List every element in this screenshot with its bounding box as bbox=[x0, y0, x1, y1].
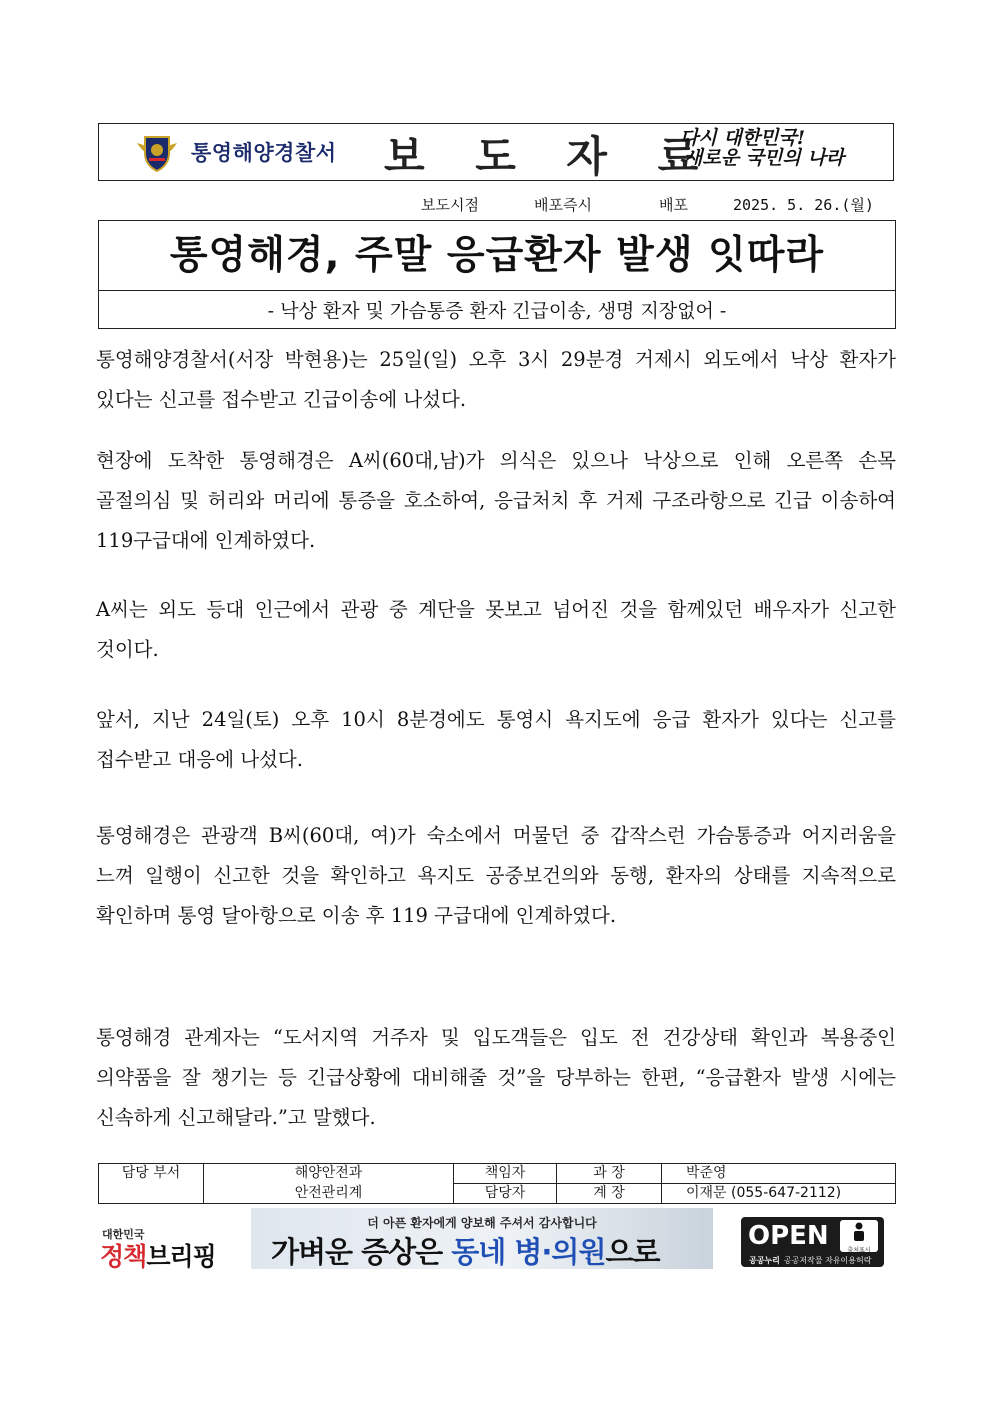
slogan bbox=[680, 128, 860, 168]
paragraph-6: 통영해경 관계자는 “도서지역 거주자 및 입도객들은 입도 전 건강상태 확인과 복용중인 의약품을 잘 챙기는 등 긴급상황에 대비해줄 것”을 당부하는 한편, “응급환자 발생 시에는 신속하게 신고해달라.”고 말했다. bbox=[96, 1026, 896, 1129]
release-time-label: 보도시점 bbox=[421, 196, 479, 214]
briefing-logo-part-2: 브리핑 bbox=[146, 1242, 216, 1271]
coast-guard-emblem-icon bbox=[135, 131, 179, 175]
slogan-line-1: 다시 대한민국! bbox=[680, 127, 806, 149]
paragraph-2: 현장에 도착한 통영해경은 A씨(60대,남)가 의식은 있으나 낙상으로 인해 오른쪽 손목 골절의심 및 허리와 머리에 통증을 호소하여, 응급처치 후 거제 구조라항으로 긴급 이송하여 119구급대에 인계하였다. bbox=[96, 449, 896, 552]
distribution-label: 배포 bbox=[659, 196, 688, 214]
paragraph-1: 통영해양경찰서(서장 박현용)는 25일(일) 오후 3시 29분경 거제시 외도에서 낙상 환자가 있다는 신고를 접수받고 긴급이송에 나섰다. bbox=[96, 348, 896, 411]
agency-name: 통영해양경찰서 bbox=[191, 141, 337, 165]
open-license-caption-text: 공공저작물 자유이용허락 bbox=[783, 1256, 872, 1265]
headline: 통영해경, 주말 응급환자 발생 잇따라 bbox=[169, 233, 825, 278]
name-cell: 박준영 bbox=[662, 1164, 896, 1184]
campaign-tagline: 더 아픈 환자에게 양보해 주셔서 감사합니다 bbox=[367, 1216, 597, 1230]
open-license-word: OPEN bbox=[748, 1221, 829, 1251]
campaign-slogan-part-1: 가벼운 증상은 bbox=[271, 1235, 452, 1269]
banner-title: 보 도 자 료 bbox=[384, 132, 717, 181]
briefing-logo-small: 대한민국 bbox=[102, 1228, 145, 1241]
subheadline: - 낙상 환자 및 가슴통증 환자 긴급이송, 생명 지장없어 - bbox=[267, 300, 727, 322]
dept-label: 담당 부서 bbox=[99, 1164, 204, 1204]
table-row bbox=[99, 1164, 896, 1184]
role-cell: 책임자 bbox=[454, 1164, 557, 1184]
release-date: 2025. 5. 26.(월) bbox=[733, 196, 874, 214]
title-divider bbox=[98, 290, 896, 291]
briefing-logo-part-1: 정책 bbox=[100, 1242, 147, 1271]
position-cell: 계 장 bbox=[557, 1184, 662, 1204]
open-license-caption bbox=[749, 1255, 871, 1266]
campaign-slogan-part-2: 동네 병·의원 bbox=[451, 1235, 606, 1269]
paragraph-4: 앞서, 지난 24일(토) 오후 10시 8분경에도 통영시 욕지도에 응급 환자가 있다는 신고를 접수받고 대응에 나섰다. bbox=[96, 708, 896, 771]
campaign-slogan-part-3: 으로 bbox=[605, 1235, 660, 1269]
slogan-line-2: 새로운 국민의 나라 bbox=[684, 147, 845, 169]
dept-name: 해양안전과 bbox=[204, 1164, 454, 1184]
table-row bbox=[99, 1184, 896, 1204]
campaign-slogan bbox=[271, 1230, 660, 1269]
name-cell: 이재문 (055-647-2112) bbox=[662, 1184, 896, 1204]
release-time-value: 배포즉시 bbox=[534, 196, 592, 214]
team-name: 안전관리계 bbox=[204, 1184, 454, 1204]
person-icon bbox=[851, 1222, 867, 1242]
contact-table bbox=[98, 1163, 896, 1204]
position-cell: 과 장 bbox=[557, 1164, 662, 1184]
paragraph-5: 통영해경은 관광객 B씨(60대, 여)가 숙소에서 머물던 중 갑작스런 가슴통증과 어지러움을 느껴 일행이 신고한 것을 확인하고 욕지도 공중보건의와 동행, 환자의 상태를 지속적으로 확인하며 통영 달아항으로 이송 후 119 구급대에 인계하였다. bbox=[96, 824, 896, 927]
paragraph-3: A씨는 외도 등대 인근에서 관광 중 계단을 못보고 넘어진 것을 함께있던 배우자가 신고한 것이다. bbox=[96, 598, 896, 661]
briefing-logo bbox=[100, 1237, 216, 1273]
attribution-caption: 출처표시 bbox=[847, 1247, 871, 1254]
open-license-caption-title: 공공누리 bbox=[749, 1256, 780, 1265]
role-cell: 담당자 bbox=[454, 1184, 557, 1204]
campaign-banner bbox=[251, 1208, 713, 1269]
